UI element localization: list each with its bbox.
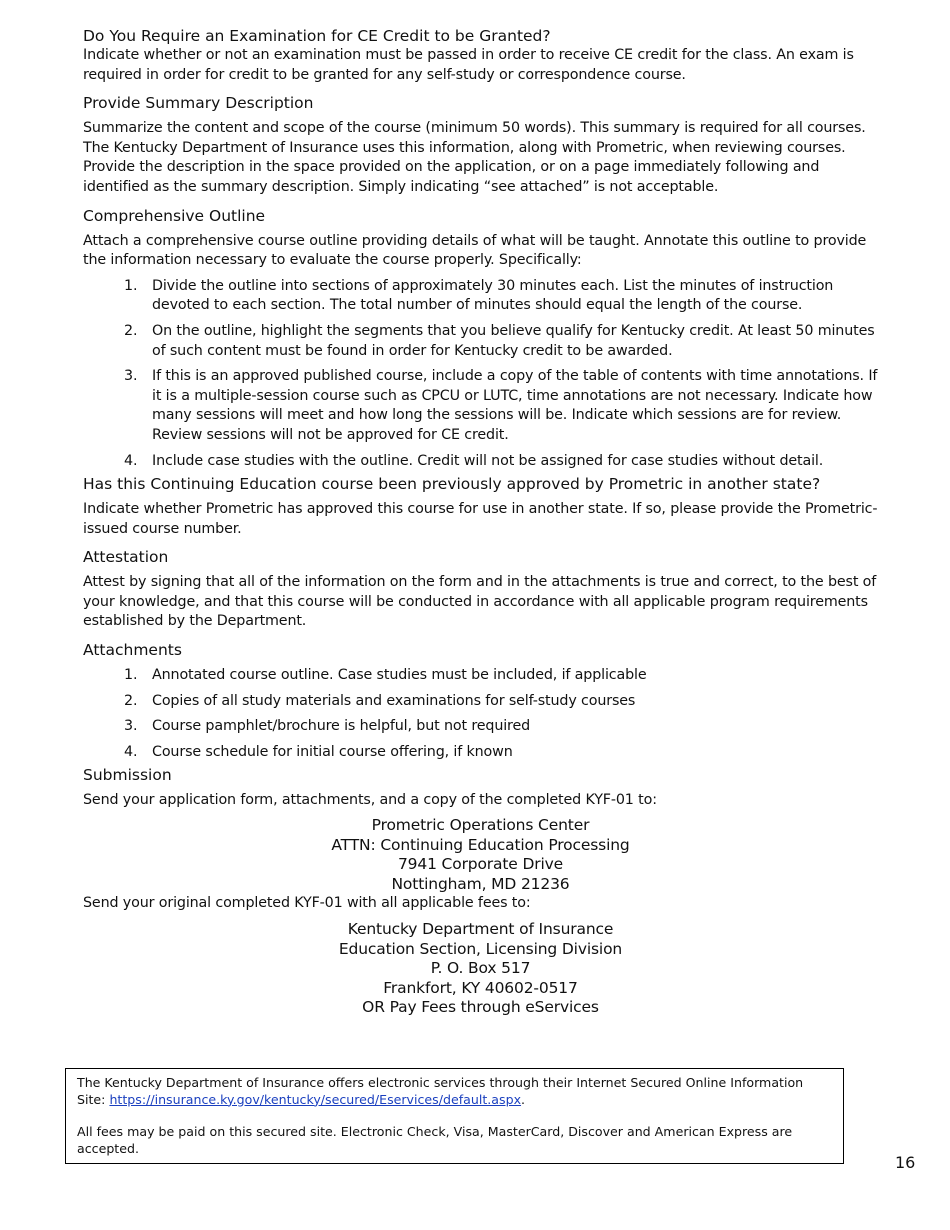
- attachments-heading: Attachments: [83, 641, 182, 660]
- attestation-text: Attest by signing that all of the information on the form and in the attachments is true and correct, to the best of your knowledge, and that this course will be conducted in accordance with all applicable program requirements established by the Department.: [83, 574, 877, 630]
- list-item: 3. Course pamphlet/brochure is helpful, but not required: [124, 718, 531, 735]
- summary-heading: Provide Summary Description: [83, 94, 314, 113]
- submission-heading: Submission: [83, 766, 172, 785]
- summary-text: Summarize the content and scope of the course (minimum 50 words). This summary is required for all courses. The Kentucky Department of Insurance uses this information, along with Prometric, when reviewing courses. Provide the description in the space provided on the application, or on a page immediately following and identified as the summary description. Simply indicating “see attached” is not acceptable.: [83, 120, 866, 195]
- address-line: ATTN: Continuing Education Processing: [331, 835, 630, 854]
- address-line: P. O. Box 517: [430, 959, 531, 978]
- exam-heading: Do You Require an Examination for CE Credit to be Granted?: [83, 27, 551, 45]
- eservices-note-box: [65, 1068, 844, 1164]
- kdoi-address: [83, 920, 878, 1018]
- list-item: 2. On the outline, highlight the segments that you believe qualify for Kentucky credit. At least 50 minutes of such content must be found in order for Kentucky credit to be awarded.: [124, 322, 875, 359]
- fees-note: All fees may be paid on this secured site. Electronic Check, Visa, MasterCard, Discover and American Express are accepted.: [77, 1124, 793, 1156]
- previous-approval-text: Indicate whether Prometric has approved this course for use in another state. If so, please provide the Prometric-issued course number.: [83, 501, 878, 537]
- submission-text: Send your application form, attachments, and a copy of the completed KYF-01 to:: [83, 792, 657, 809]
- address-line: Kentucky Department of Insurance: [347, 920, 614, 938]
- attestation-heading: Attestation: [83, 548, 169, 567]
- document-page: [83, 26, 878, 1018]
- list-item: 4. Course schedule for initial course offering, if known: [124, 743, 513, 760]
- prometric-address: [83, 816, 878, 894]
- fees-text: Send your original completed KYF-01 with all applicable fees to:: [83, 895, 531, 912]
- eservices-note: The Kentucky Department of Insurance offers electronic services through their Internet Secured Online Information Site: https://insurance.ky.gov/kentucky/secured/Eservices/default.aspx.: [77, 1075, 804, 1107]
- page-number: 16: [895, 1153, 916, 1172]
- attachments-list: [83, 666, 878, 762]
- address-line: Education Section, Licensing Division: [338, 939, 623, 958]
- outline-text: Attach a comprehensive course outline providing details of what will be taught. Annotate this outline to provide the information necessary to evaluate the course properly. Specifically:: [83, 232, 867, 269]
- address-line: 7941 Corporate Drive: [397, 855, 564, 874]
- address-line: Nottingham, MD 21236: [391, 874, 570, 893]
- address-line: Frankfort, KY 40602-0517: [383, 978, 578, 997]
- list-item: 4. Include case studies with the outline. Credit will not be assigned for case studies without detail.: [124, 452, 824, 469]
- list-item: 3. If this is an approved published course, include a copy of the table of contents with time annotations. If it is a multiple-session course such as CPCU or LUTC, time annotations are not necessary. Indicate how many sessions will meet and how long the sessions will be. Indicate which sessions are for review. Review sessions will not be approved for CE credit.: [124, 368, 878, 443]
- exam-text: Indicate whether or not an examination must be passed in order to receive CE credit for the class. An exam is required in order for credit to be granted for any self-study or correspondence course.: [83, 47, 854, 83]
- list-item: 1. Divide the outline into sections of approximately 30 minutes each. List the minutes of instruction devoted to each section. The total number of minutes should equal the length of the course.: [124, 277, 834, 314]
- previous-approval-heading: Has this Continuing Education course been previously approved by Prometric in another state?: [83, 475, 821, 494]
- outline-list: [83, 277, 878, 471]
- list-item: 2. Copies of all study materials and examinations for self-study courses: [124, 692, 636, 709]
- address-line: OR Pay Fees through eServices: [362, 998, 599, 1017]
- address-line: Prometric Operations Center: [371, 816, 590, 835]
- list-item: 1. Annotated course outline. Case studies must be included, if applicable: [124, 667, 647, 684]
- outline-heading: Comprehensive Outline: [83, 206, 266, 225]
- eservices-link[interactable]: https://insurance.ky.gov/kentucky/secured/Eservices/default.aspx: [109, 1091, 522, 1107]
